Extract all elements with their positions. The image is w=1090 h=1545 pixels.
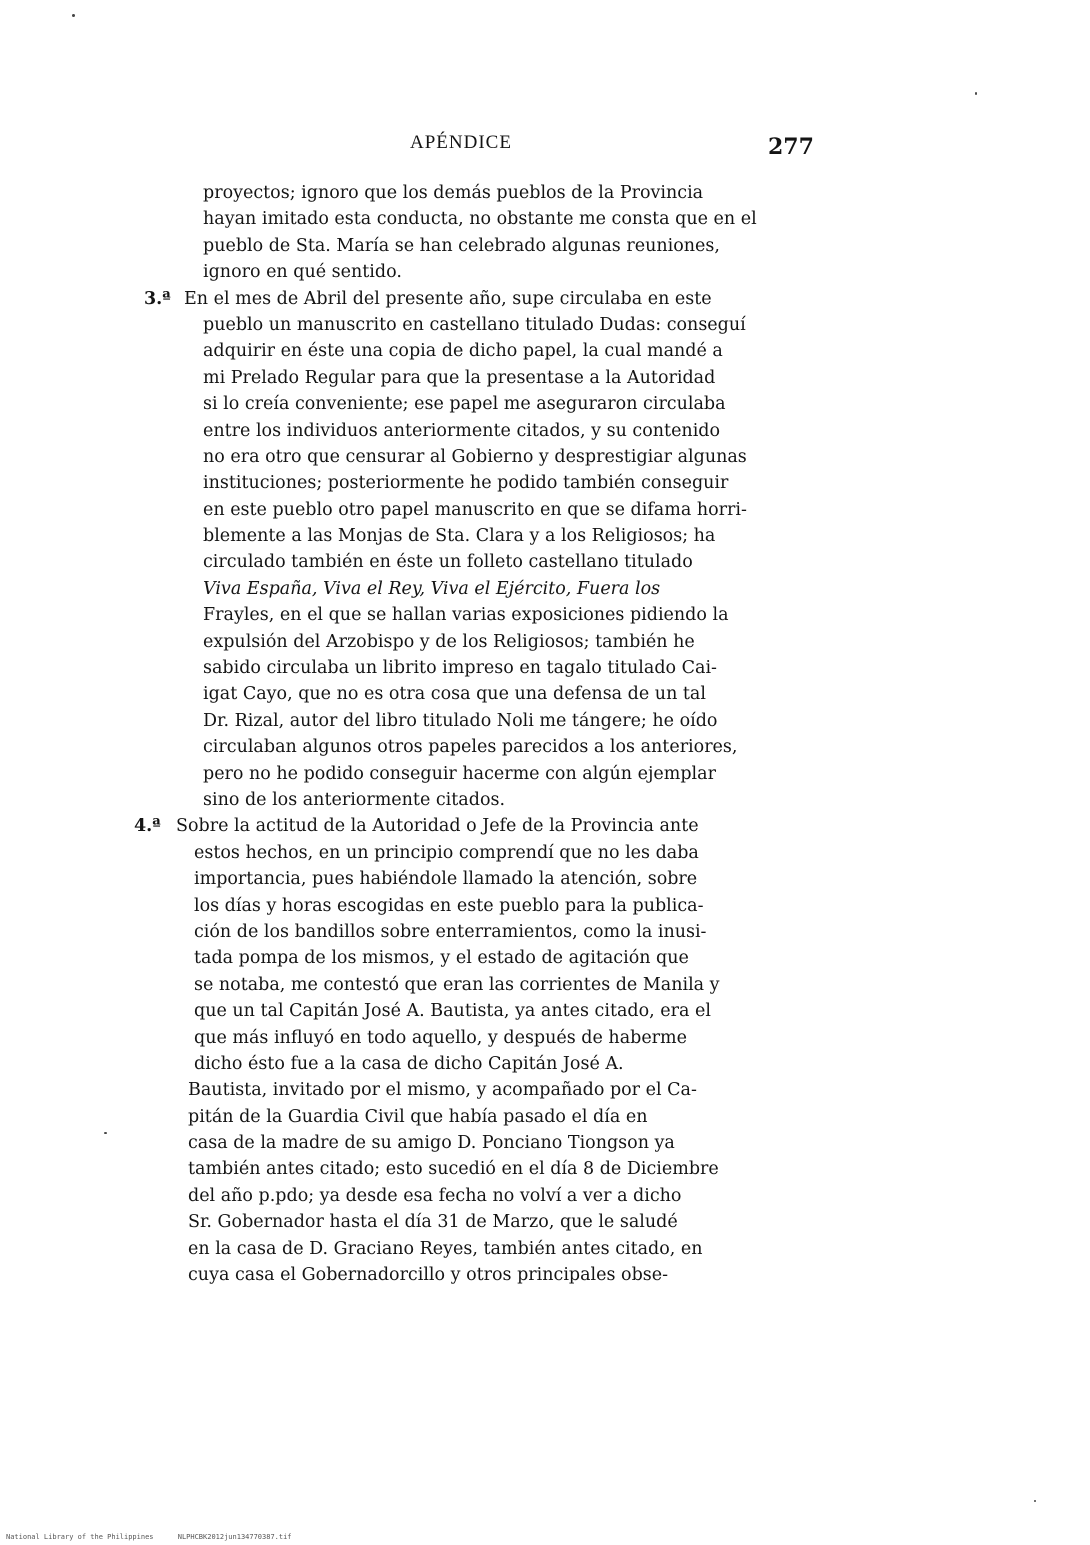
text-line: Viva España, Viva el Rey, Viva el Ejército, Fuera los xyxy=(203,578,661,599)
page-number: 277 xyxy=(768,134,814,160)
text-line: instituciones; posteriormente he podido también conseguir xyxy=(203,473,729,494)
text-line: igat Cayo, que no es otra cosa que una defensa de un tal xyxy=(203,684,706,705)
text-line: 4.ª Sobre la actitud de la Autoridad o Jefe de la Provincia ante xyxy=(0,813,1090,839)
text-line: casa de la madre de su amigo D. Ponciano Tiongson ya xyxy=(188,1133,675,1154)
scan-footer xyxy=(6,1533,312,1541)
text-line: circulado también en éste un folleto castellano titulado xyxy=(203,552,693,573)
scan-speck xyxy=(72,14,75,17)
text-line: adquirir en éste una copia de dicho papel, la cual mandé a xyxy=(203,341,723,362)
text-line: los días y horas escogidas en este pueblo para la publica- xyxy=(194,895,704,916)
text-line: pero no he podido conseguir hacerme con algún ejemplar xyxy=(203,763,716,784)
text-line: que un tal Capitán José A. Bautista, ya antes citado, era el xyxy=(194,1001,711,1022)
text-line: pueblo de Sta. María se han celebrado algunas reuniones, xyxy=(203,235,720,256)
text-line: 3.ª En el mes de Abril del presente año, supe circulaba en este xyxy=(0,286,1090,312)
text-line: Sr. Gobernador hasta el día 31 de Marzo, que le saludé xyxy=(188,1212,678,1233)
text-line: sabido circulaba un librito impreso en tagalo titulado Cai- xyxy=(203,658,717,679)
footer-library: National Library of the Philippines xyxy=(6,1533,154,1541)
text-line: cuya casa el Gobernadorcillo y otros principales obse- xyxy=(188,1265,669,1286)
text-line: mi Prelado Regular para que la presentase a la Autoridad xyxy=(203,367,716,388)
item-3-marker: 3.ª xyxy=(144,288,171,309)
text-line: circulaban algunos otros papeles parecidos a los anteriores, xyxy=(203,737,738,758)
text-line: estos hechos, en un principio comprendí que no les daba xyxy=(194,842,699,863)
text-line: sino de los anteriormente citados. xyxy=(203,789,506,810)
text-line: blemente a las Monjas de Sta. Clara y a los Religiosos; ha xyxy=(203,526,716,547)
scan-speck xyxy=(1034,1500,1036,1502)
text-line: ignoro en qué sentido. xyxy=(203,262,402,283)
item-4-marker: 4.ª xyxy=(134,816,161,837)
footer-file-id: NLPHCBK2012jun134770387.tif xyxy=(177,1533,292,1541)
running-head xyxy=(0,132,1090,162)
text-line: Frayles, en el que se hallan varias exposiciones pidiendo la xyxy=(203,605,729,626)
scan-speck xyxy=(104,1132,107,1134)
body-text xyxy=(0,180,1090,1288)
text-line: ción de los bandillos sobre enterramientos, como la inusi- xyxy=(194,921,707,942)
text-line: en la casa de D. Graciano Reyes, también antes citado, en xyxy=(188,1238,703,1259)
text-line: también antes citado; esto sucedió en el día 8 de Diciembre xyxy=(188,1159,719,1180)
text-line: no era otro que censurar al Gobierno y desprestigiar algunas xyxy=(203,446,747,467)
text-line: Bautista, invitado por el mismo, y acompañado por el Ca- xyxy=(188,1080,697,1101)
text-line: se notaba, me contestó que eran las corrientes de Manila y xyxy=(194,974,720,995)
text-line: pueblo un manuscrito en castellano titulado Dudas: conseguí xyxy=(203,314,746,335)
text-line: que más influyó en todo aquello, y después de haberme xyxy=(194,1027,687,1048)
text-line: entre los individuos anteriormente citados, y su contenido xyxy=(203,420,721,441)
text-line: expulsión del Arzobispo y de los Religiosos; también he xyxy=(203,631,695,652)
text-line: proyectos; ignoro que los demás pueblos de la Provincia xyxy=(203,183,704,203)
scan-speck xyxy=(975,92,977,95)
text-line: del año p.pdo; ya desde esa fecha no volví a ver a dicho xyxy=(188,1185,682,1206)
text-line: en este pueblo otro papel manuscrito en que se difama horri- xyxy=(203,499,747,520)
text-line: importancia, pues habiéndole llamado la atención, sobre xyxy=(194,869,698,890)
text-line: pitán de la Guardia Civil que había pasado el día en xyxy=(188,1106,648,1127)
text-line: Dr. Rizal, autor del libro titulado Noli me tángere; he oído xyxy=(203,710,718,731)
running-title: APÉNDICE xyxy=(410,132,512,153)
text-line: si lo creía conveniente; ese papel me aseguraron circulaba xyxy=(203,394,726,415)
text-line: tada pompa de los mismos, y el estado de agitación que xyxy=(194,948,689,969)
text-line: hayan imitado esta conducta, no obstante me consta que en el xyxy=(203,209,757,230)
text-line: dicho ésto fue a la casa de dicho Capitán José A. xyxy=(194,1053,624,1074)
